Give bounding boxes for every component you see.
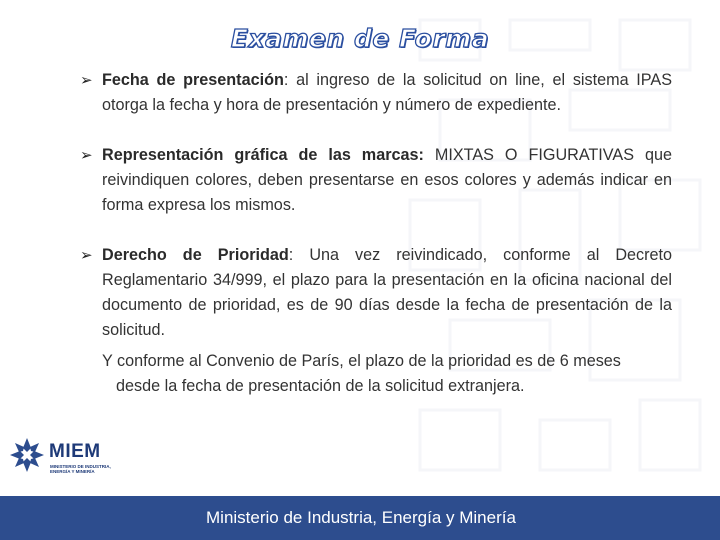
bullet-label: Fecha de presentación (102, 71, 284, 89)
bullet-text: : Una vez reivindicado, conforme al Decreto Reglamentario 34/999, el plazo para la presentación en la oficina nacional del documento de prioridad, es de 90 días desde la fecha de presentación de la solicitud. (102, 246, 673, 339)
bullet-text: : al ingreso de la solicitud on line, el sistema IPAS otorga la fecha y hora de presentación y número de expediente. (102, 71, 672, 114)
bullet-fecha-presentacion (80, 68, 672, 118)
bullet-representacion-grafica (80, 143, 672, 218)
arrow-bullet-icon: ➢ (80, 147, 93, 164)
paragraph-line-2: desde la fecha de presentación de la solicitud extranjera. (116, 377, 525, 395)
content-body (80, 68, 672, 399)
page-title: Examen de Forma (230, 24, 490, 53)
convenio-paris-paragraph (80, 349, 672, 399)
logo-name: MIEM (49, 441, 101, 462)
footer-ministry-name: Ministerio de Industria, Energía y Minería (206, 508, 516, 527)
paragraph-line-1: Y conforme al Convenio de París, el plazo de la prioridad es de 6 meses (102, 352, 621, 370)
arrow-bullet-icon: ➢ (80, 247, 93, 264)
bullet-label: Representación gráfica de las marcas: (102, 146, 424, 164)
miem-emblem-icon (8, 436, 46, 474)
logo-subtitle: MINISTERIO DE INDUSTRIA, ENERGÍA Y MINERÍA (50, 464, 111, 474)
bullet-derecho-prioridad (80, 243, 672, 343)
bullet-label: Derecho de Prioridad (102, 246, 289, 264)
bullet-text: MIXTAS O FIGURATIVAS que reivindiquen colores, deben presentarse en esos colores y además indicar en forma expresa los mismos. (102, 146, 672, 214)
arrow-bullet-icon: ➢ (80, 72, 93, 89)
footer-bar (0, 496, 720, 540)
miem-logo (8, 436, 138, 486)
